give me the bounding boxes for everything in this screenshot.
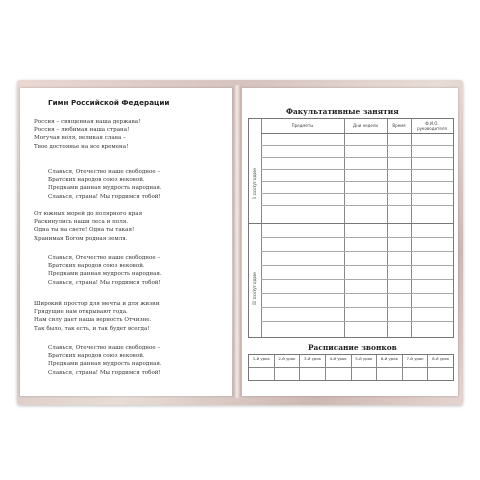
table-column-divider [387, 119, 388, 337]
bell-lesson-cell: 3-й урок [299, 355, 325, 367]
table-column-divider [411, 119, 412, 337]
verse-line: Россия – священная наша держава! [34, 119, 141, 125]
bell-time-cell [427, 368, 453, 380]
chorus-line: Славься, Отечество наше свободное – [48, 255, 161, 261]
bells-header-row [249, 355, 453, 367]
bells-time-row [249, 367, 453, 380]
notebook-spine [233, 85, 241, 398]
chorus-line: Братских народов союз вековой. [48, 263, 145, 270]
table-row [261, 193, 453, 194]
table-row [261, 181, 453, 182]
verse-line: Раскинулись наши леса и поля. [34, 219, 129, 226]
column-header-days: Дни недели [352, 123, 379, 128]
table-row [261, 157, 453, 158]
table-row [261, 321, 453, 322]
verse-line: Твое достоянье на все времена! [34, 143, 129, 150]
bells-table [248, 354, 454, 381]
chorus-line: Славься, страна! Мы гордимся тобой! [48, 279, 161, 286]
chorus-line: Славься, страна! Мы гордимся тобой! [48, 369, 161, 376]
table-column-divider [261, 119, 262, 337]
anthem-verse-1 [34, 118, 140, 151]
table-row [261, 293, 453, 294]
anthem-verse-3 [34, 300, 160, 333]
anthem-chorus-2 [48, 254, 162, 287]
verse-line: Грядущие нам открывают года. [34, 309, 128, 316]
bell-time-cell [402, 368, 428, 380]
table-row [261, 205, 453, 206]
anthem-page [20, 88, 232, 396]
chorus-line: Славься, Отечество наше свободное – [48, 169, 161, 175]
bell-lesson-cell: 6-й урок [376, 355, 402, 367]
chorus-line: Братских народов союз вековой. [48, 177, 145, 184]
bell-time-cell [376, 368, 402, 380]
verse-line: От южных морей до полярного края [34, 211, 143, 217]
verse-line: Хранимая Богом родная земля. [34, 235, 128, 242]
verse-line: Нам силу дает наша верность Отчизне. [34, 317, 152, 324]
bell-lesson-cell: 4-й урок [325, 355, 351, 367]
chorus-line: Братских народов союз вековой. [48, 353, 145, 360]
table-column-divider [344, 119, 345, 337]
electives-title: Факультативные занятия [286, 107, 399, 116]
schedule-page [242, 88, 458, 396]
bell-lesson-cell: 2-й урок [274, 355, 300, 367]
header-divider [261, 133, 453, 134]
bell-time-cell [274, 368, 300, 380]
chorus-line: Славься, Отечество наше свободное – [48, 345, 161, 351]
bell-lesson-cell: 1-й урок [252, 356, 270, 361]
column-header-teacher: Ф.И.О. руководителя [417, 121, 447, 131]
verse-line: Так было, так есть, и так будет всегда! [34, 325, 150, 332]
chorus-line: Славься, страна! Мы гордимся тобой! [48, 193, 161, 200]
bell-time-cell [249, 368, 274, 380]
verse-line: Россия – любимая наша страна! [34, 127, 130, 134]
verse-line: Широкий простор для мечты и для жизни [34, 301, 160, 307]
table-row [261, 265, 453, 266]
chorus-line: Предками данная мудрость народная. [48, 271, 162, 278]
anthem-verse-2 [34, 210, 142, 243]
bell-time-cell [351, 368, 377, 380]
bell-lesson-cell: 5-й урок [351, 355, 377, 367]
table-row [261, 251, 453, 252]
verse-line: Одна ты на свете! Одна ты такая! [34, 227, 135, 234]
bell-time-cell [299, 368, 325, 380]
table-row [261, 237, 453, 238]
second-half-label: II полугодие [252, 271, 258, 305]
bell-time-cell [325, 368, 351, 380]
anthem-title: Гимн Российской Федерации [48, 98, 170, 107]
table-row [261, 169, 453, 170]
table-row [261, 307, 453, 308]
chorus-line: Предками данная мудрость народная. [48, 185, 162, 192]
verse-line: Могучая воля, великая слава – [34, 135, 126, 142]
anthem-chorus-1 [48, 168, 162, 201]
bell-lesson-cell: 8-й урок [427, 355, 453, 367]
electives-table [248, 118, 454, 338]
table-row [261, 145, 453, 146]
chorus-line: Предками данная мудрость народная. [48, 361, 162, 368]
bell-lesson-cell: 7-й урок [402, 355, 428, 367]
table-row [261, 279, 453, 280]
bells-title: Расписание звонков [308, 343, 397, 352]
column-header-time: Время [392, 123, 406, 128]
anthem-chorus-3 [48, 344, 162, 377]
column-header-subjects: Предметы [291, 123, 314, 128]
first-half-label: I полугодие [252, 167, 258, 199]
half-divider [249, 223, 453, 224]
